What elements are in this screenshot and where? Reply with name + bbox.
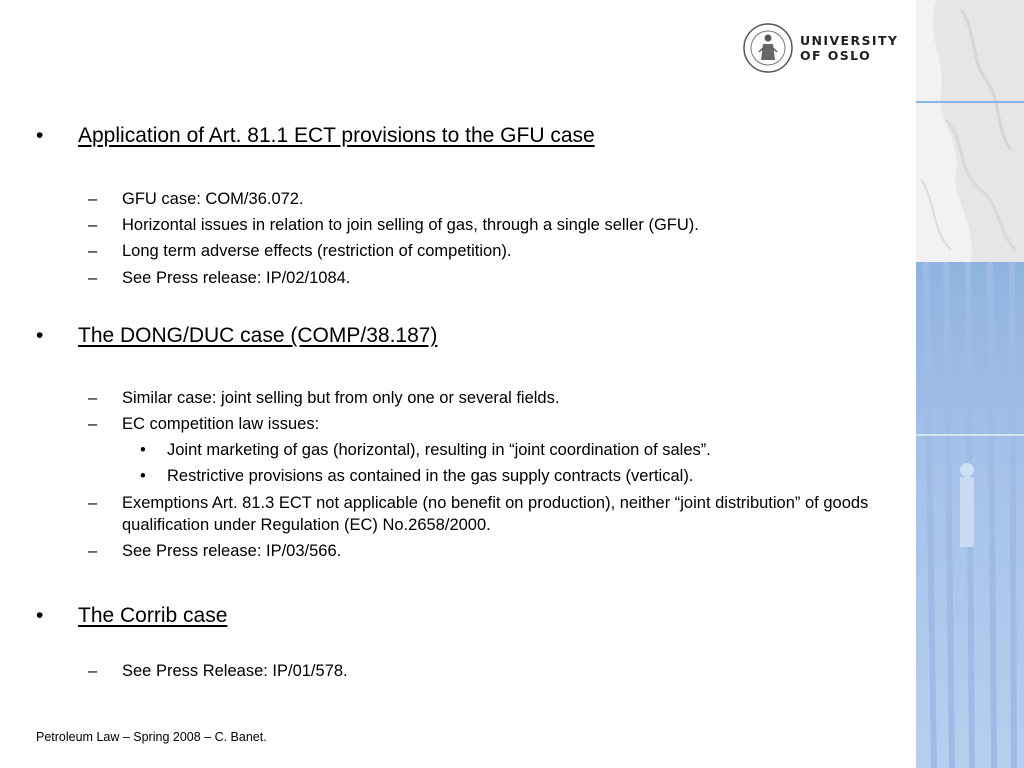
slide-footer: Petroleum Law – Spring 2008 – C. Banet. <box>36 730 267 744</box>
dash-icon: – <box>88 269 98 287</box>
dash-icon: – <box>88 662 98 680</box>
bullet-icon: • <box>140 441 146 459</box>
dash-icon: – <box>88 389 98 407</box>
list-item-text: EC competition law issues: <box>122 415 320 433</box>
bullet-icon: • <box>36 604 44 627</box>
section-heading-text: Application of Art. 81.1 ECT provisions to the GFU case <box>78 124 595 147</box>
statue-image-bottom <box>916 262 1024 768</box>
university-name-line2: OF OSLO <box>800 48 872 63</box>
list-item-text: See Press release: IP/02/1084. <box>122 269 351 287</box>
university-seal-icon <box>742 22 794 74</box>
panel-divider <box>916 434 1024 436</box>
university-name <box>800 33 898 63</box>
sub-list-item-text: Restrictive provisions as contained in the gas supply contracts (vertical). <box>167 467 694 485</box>
list-item-text: GFU case: COM/36.072. <box>122 190 304 208</box>
bullet-icon: • <box>36 324 44 347</box>
dash-icon: – <box>88 242 98 260</box>
statue-image-top <box>916 0 1024 262</box>
list-item-text: See Press Release: IP/01/578. <box>122 662 348 680</box>
list-item-text: Long term adverse effects (restriction of competition). <box>122 242 512 260</box>
dash-icon: – <box>88 216 98 234</box>
bullet-icon: • <box>36 124 44 147</box>
list-item-text: See Press release: IP/03/566. <box>122 542 342 560</box>
university-logo <box>742 22 902 74</box>
bullet-icon: • <box>140 467 146 485</box>
section-heading-text: The DONG/DUC case (COMP/38.187) <box>78 324 438 347</box>
dash-icon: – <box>88 542 98 560</box>
university-name-line1: UNIVERSITY <box>800 33 899 48</box>
dash-icon: – <box>88 190 98 208</box>
decorative-side-panel <box>916 0 1024 768</box>
dash-icon: – <box>88 415 98 433</box>
list-item-text: Exemptions Art. 81.3 ECT not applicable (no benefit on production), neither “joint distribution” of goods qualification under Regulation (EC) No.2658/2000. <box>122 494 869 534</box>
list-item-text: Horizontal issues in relation to join selling of gas, through a single seller (GFU). <box>122 216 699 234</box>
list-item-text: Similar case: joint selling but from only one or several fields. <box>122 389 560 407</box>
sub-list-item-text: Joint marketing of gas (horizontal), resulting in “joint coordination of sales”. <box>167 441 711 459</box>
section-heading-text: The Corrib case <box>78 604 228 627</box>
panel-divider <box>916 101 1024 103</box>
dash-icon: – <box>88 494 98 512</box>
